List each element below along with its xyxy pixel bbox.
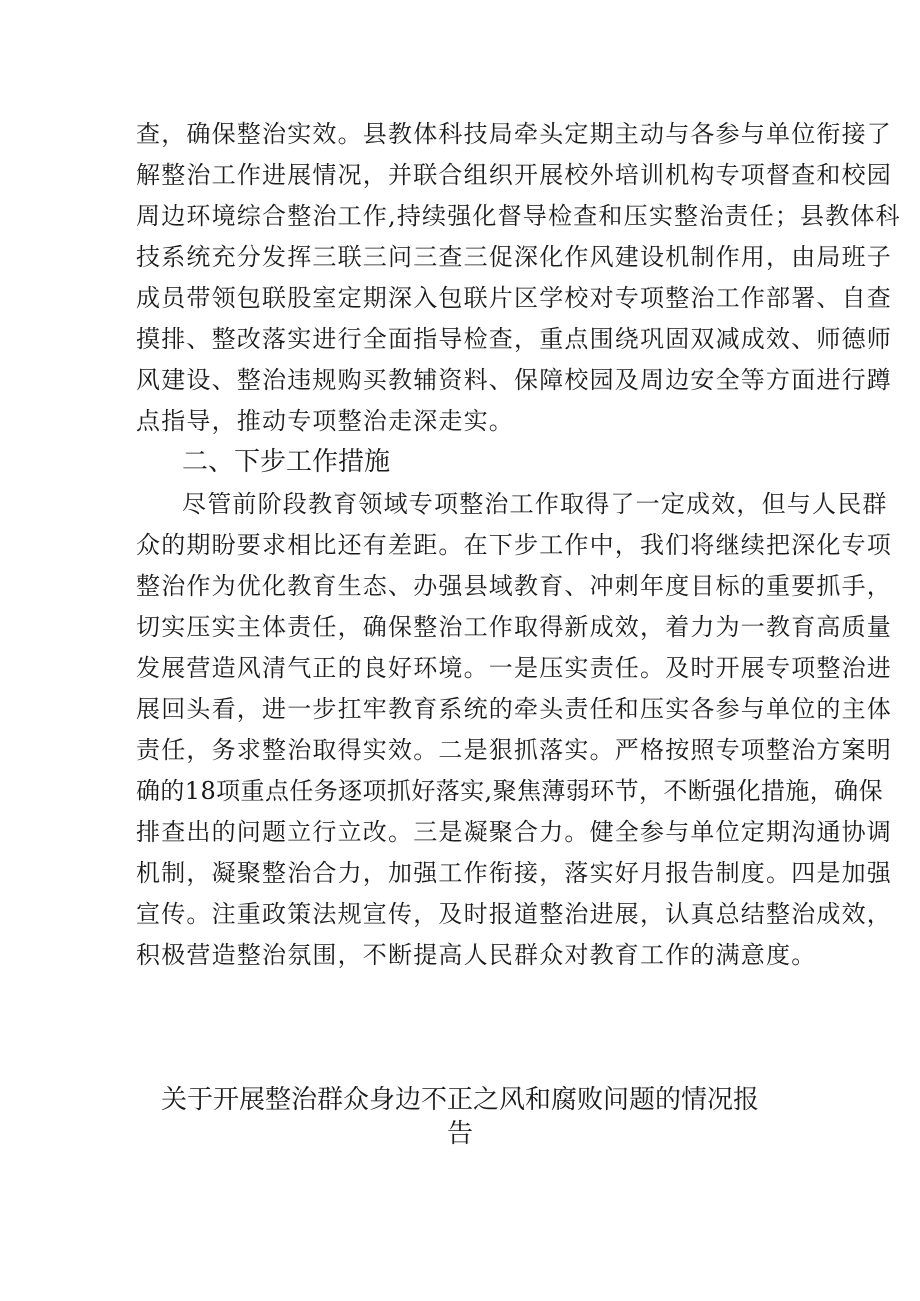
- paragraph-line: 尽管前阶段教育领域专项整治工作取得了一定成效，但与人民群: [182, 490, 888, 518]
- paragraph-line: 周边环境综合整治工作,持续强化督导检查和压实整治责任；县教体科: [136, 202, 901, 230]
- paragraph-line: 发展营造风清气正的良好环境。一是压实责任。及时开展专项整治进: [136, 654, 892, 682]
- paragraph-line: 解整治工作进展情况，并联合组织开展校外培训机构专项督查和校园: [136, 161, 892, 189]
- paragraph-line: 机制，凝聚整治合力，加强工作衔接，落实好月报告制度。四是加强: [136, 859, 892, 887]
- paragraph-line: 众的期盼要求相比还有差距。在下步工作中，我们将继续把深化专项: [136, 531, 892, 559]
- paragraph-line: 整治作为优化教育生态、办强县域教育、冲刺年度目标的重要抓手，: [136, 572, 892, 600]
- paragraph-line: 确的18项重点任务逐项抓好落实,聚焦薄弱环节，不断强化措施，确保: [136, 777, 883, 805]
- paragraph-line: 积极营造整治氛围，不断提高人民群众对教育工作的满意度。: [136, 941, 817, 969]
- paragraph-line: 排查出的问题立行立改。三是凝聚合力。健全参与单位定期沟通协调: [136, 818, 892, 846]
- paragraph-line: 宣传。注重政策法规宣传，及时报道整治进展，认真总结整治成效，: [136, 900, 892, 928]
- paragraph-line: 成员带领包联股室定期深入包联片区学校对专项整治工作部署、自查: [136, 284, 892, 312]
- paragraph-line: 技系统充分发挥三联三问三查三促深化作风建设机制作用，由局班子: [136, 243, 892, 271]
- paragraph-line: 展回头看，进一步扛牢教育系统的牵头责任和压实各参与单位的主体: [136, 695, 892, 723]
- paragraph-line: 切实压实主体责任，确保整治工作取得新成效，着力为一教育高质量: [136, 613, 892, 641]
- report-title-line: 关于开展整治群众身边不正之风和腐败问题的情况报: [160, 1085, 759, 1115]
- paragraph-line: 点指导，推动专项整治走深走实。: [136, 407, 514, 435]
- report-title-line: 告: [446, 1119, 473, 1149]
- paragraph-line: 风建设、整治违规购买教辅资料、保障校园及周边安全等方面进行蹲: [136, 366, 892, 394]
- section-heading: 二、下步工作措施: [182, 447, 391, 477]
- paragraph-line: 查，确保整治实效。县教体科技局牵头定期主动与各参与单位衔接了: [136, 120, 892, 148]
- paragraph-line: 摸排、整改落实进行全面指导检查，重点围绕巩固双减成效、师德师: [136, 325, 892, 353]
- paragraph-line: 责任，务求整治取得实效。二是狠抓落实。严格按照专项整治方案明: [136, 736, 892, 764]
